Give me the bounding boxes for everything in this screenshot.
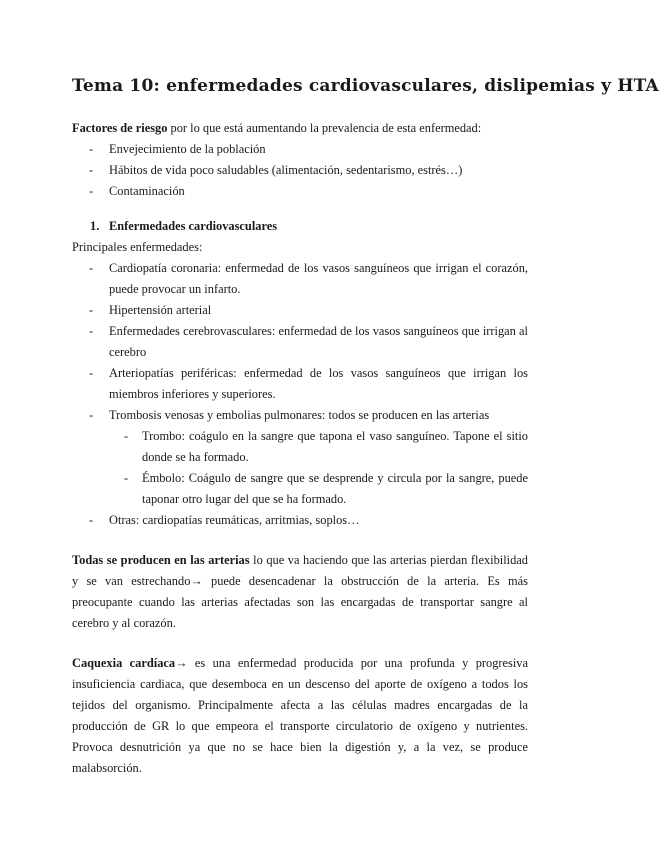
cachexia-paragraph-lead: Caquexia cardíaca <box>72 656 176 671</box>
arteries-paragraph-lead: Todas se producen en las arterias <box>72 553 250 568</box>
list-item: - Otras: cardiopatías reumáticas, arritmias, soplos… <box>72 510 528 531</box>
risk-factors-intro-text: por lo que está aumentando la prevalencia de esta enfermedad: <box>167 121 482 136</box>
document-title: Tema 10: enfermedades cardiovasculares, dislipemias y HTA <box>72 76 659 96</box>
risk-factors-label: Factores de riesgo <box>72 121 168 136</box>
document-page <box>72 76 659 779</box>
sub-list-item: - Émbolo: Coágulo de sangre que se desprende y circula por la sangre, puede taponar otro lugar del que se ha formado. <box>72 468 528 510</box>
list-item: - Enfermedades cerebrovasculares: enfermedad de los vasos sanguíneos que irrigan al cerebro <box>72 321 528 363</box>
list-item: - Trombosis venosas y embolias pulmonares: todos se producen en las arterias <box>72 405 528 426</box>
list-item: - Hábitos de vida poco saludables (alimentación, sedentarismo, estrés…) <box>72 160 528 181</box>
arteries-paragraph <box>72 550 528 634</box>
list-item: - Envejecimiento de la población <box>72 139 528 160</box>
list-item: - Contaminación <box>72 181 528 202</box>
section-number: 1. <box>90 219 100 234</box>
section-subtitle: Principales enfermedades: <box>72 240 203 255</box>
sub-list-item: - Trombo: coágulo en la sangre que tapona el vaso sanguíneo. Tapone el sitio donde se ha formado. <box>72 426 528 468</box>
risk-factors-list <box>72 139 528 202</box>
diseases-list <box>72 258 528 426</box>
section-heading-text: Enfermedades cardiovasculares <box>109 219 278 234</box>
list-item: - Hipertensión arterial <box>72 300 528 321</box>
diseases-sub-list <box>72 426 528 510</box>
list-item: - Cardiopatía coronaria: enfermedad de los vasos sanguíneos que irrigan el corazón, puede provocar un infarto. <box>72 258 528 300</box>
risk-factors-intro <box>72 118 528 139</box>
list-item: - Arteriopatías periféricas: enfermedad de los vasos sanguíneos que irrigan los miembros inferiores y superiores. <box>72 363 528 405</box>
cachexia-paragraph-text: → es una enfermedad producida por una profunda y progresiva insuficiencia cardiaca, que desemboca en un descenso del aporte de oxígeno a todos los tejidos del organismo. Principalmente afecta a las células madres encargadas de la producción de GR lo que empeora el transporte circulatorio de oxígeno y nutrientes. Provoca desnutrición ya que no se hace bien la digestión y, a la vez, se produce malabsorción. <box>72 656 528 776</box>
section-heading <box>72 216 528 237</box>
arteries-paragraph-text: lo que va haciendo que las arterias pierdan flexibilidad y se van estrechando→ puede desencadenar la obstrucción de la arteria. Es más preocupante cuando las arterias afectadas son las encargadas de transportar sangre al cerebro y al corazón. <box>72 553 528 631</box>
diseases-list-tail <box>72 510 528 531</box>
cachexia-paragraph <box>72 653 528 779</box>
